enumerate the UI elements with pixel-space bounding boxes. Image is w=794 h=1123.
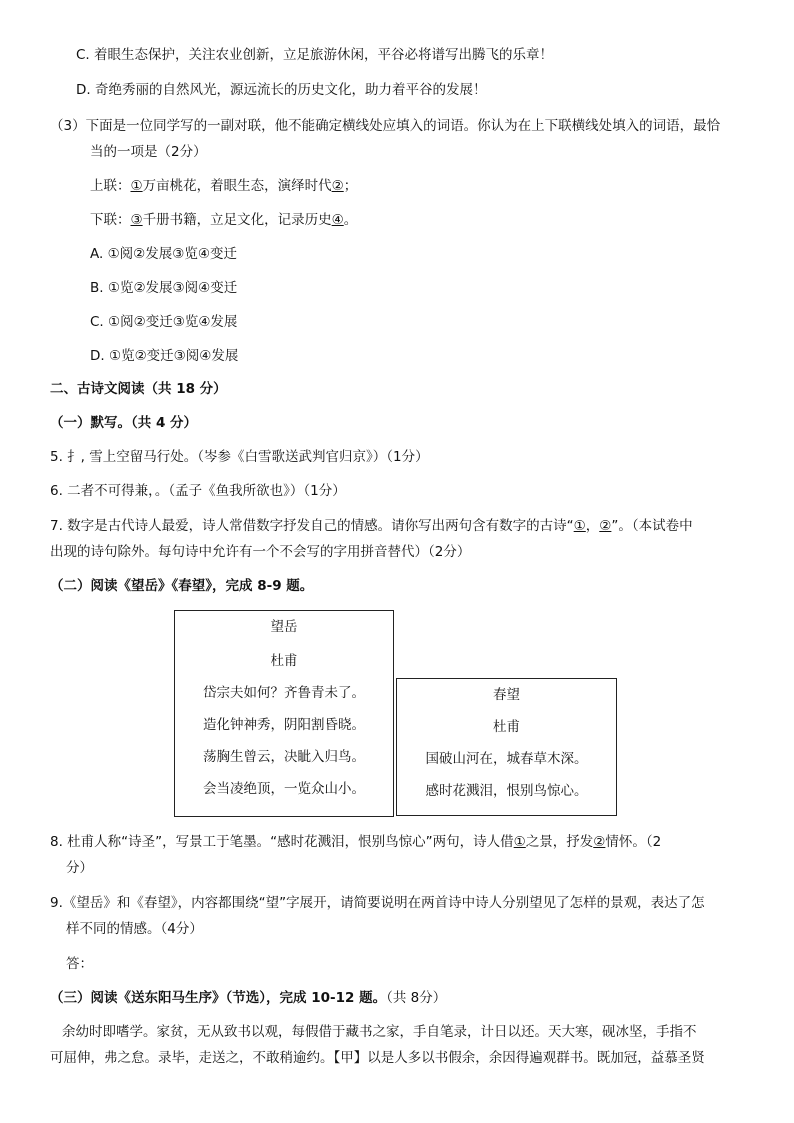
poem-box-chunwang	[396, 678, 617, 816]
poem-author: 杜甫	[270, 653, 298, 669]
question-8-cont: 分）	[66, 860, 93, 876]
poem-line: 造化钟神秀，阴阳割昏晓。	[203, 717, 365, 733]
question-7-cont: 出现的诗句除外。每句诗中允许有一个不会写的字用拼音替代）（2分）	[50, 544, 471, 560]
passage-line: 余幼时即嗜学。家贫，无从致书以观，每假借于藏书之家，手自笔录，计日以还。天大寒，砚冰坚，手指不	[62, 1024, 697, 1040]
poem-line: 感时花溅泪，恨别鸟惊心。	[425, 783, 588, 799]
q3-option-a: A. ①阅②发展③览④变迁	[90, 246, 237, 262]
poem-title: 春望	[493, 687, 520, 703]
question-5: 5. 扌, 雪上空留马行处。（岑参《白雪歌送武判官归京》）（1分）	[50, 449, 429, 465]
question-9: 9.《望岳》和《春望》，内容都围绕“望”字展开，请简要说明在两首诗中诗人分别望见了怎样的景观，表达了怎	[50, 895, 705, 911]
q3-option-b: B. ①览②发展③阅④变迁	[90, 280, 238, 296]
poem-line: 会当凌绝顶，一览众山小。	[203, 781, 365, 797]
q3-option-d: D. ①览②变迁③阅④发展	[90, 348, 239, 364]
couplet-upper: 上联：①万亩桃花，着眼生态，演绎时代②；	[90, 178, 358, 194]
question-8: 8. 杜甫人称“诗圣”，写景工于笔墨。“感时花溅泪，恨别鸟惊心”两句，诗人借①之景，抒发②情怀。（2	[50, 834, 662, 850]
question-9-cont: 样不同的情感。（4分）	[66, 921, 203, 937]
passage-line: 可屈伸，弗之怠。录毕，走送之，不敢稍逾约。【甲】以是人多以书假余，余因得遍观群书。既加冠，益慕圣贤	[50, 1050, 705, 1066]
part-3-heading: （三）阅读《送东阳马生序》（节选），完成 10-12 题。（共 8分）	[50, 990, 447, 1006]
question-7: 7. 数字是古代诗人最爱，诗人常借数字抒发自己的情感。请你写出两句含有数字的古诗“①，②”。（本试卷中	[50, 518, 693, 534]
question-6: 6. 二者不可得兼，。（孟子《鱼我所欲也》）（1分）	[50, 483, 346, 499]
q3-stem: （3）下面是一位同学写的一副对联，他不能确定横线处应填入的词语。你认为在上下联横线处填入的词语，最恰	[50, 118, 721, 134]
poem-line: 国破山河在，城春草木深。	[425, 751, 588, 767]
q2-option-d: D. 奇绝秀丽的自然风光，源远流长的历史文化，助力着平谷的发展！	[76, 82, 487, 98]
couplet-lower: 下联：③千册书籍，立足文化，记录历史④。	[90, 212, 358, 228]
poem-title: 望岳	[270, 619, 298, 635]
poem-author: 杜甫	[493, 719, 520, 735]
part-2-heading: （二）阅读《望岳》《春望》，完成 8-9 题。	[50, 578, 314, 594]
answer-label: 答：	[66, 956, 93, 972]
q2-option-c: C. 着眼生态保护，关注农业创新，立足旅游休闲，平谷必将谱写出腾飞的乐章！	[76, 47, 554, 63]
part-1-heading: （一）默写。（共 4 分）	[50, 415, 198, 431]
q3-stem-cont: 当的一项是（2分）	[90, 144, 207, 160]
poem-box-wangyue	[174, 610, 394, 817]
poem-line: 岱宗夫如何？齐鲁青未了。	[203, 685, 365, 701]
section-2-heading: 二、古诗文阅读（共 18 分）	[50, 381, 227, 397]
q3-option-c: C. ①阅②变迁③览④发展	[90, 314, 238, 330]
poem-line: 荡胸生曾云，决眦入归鸟。	[203, 749, 365, 765]
